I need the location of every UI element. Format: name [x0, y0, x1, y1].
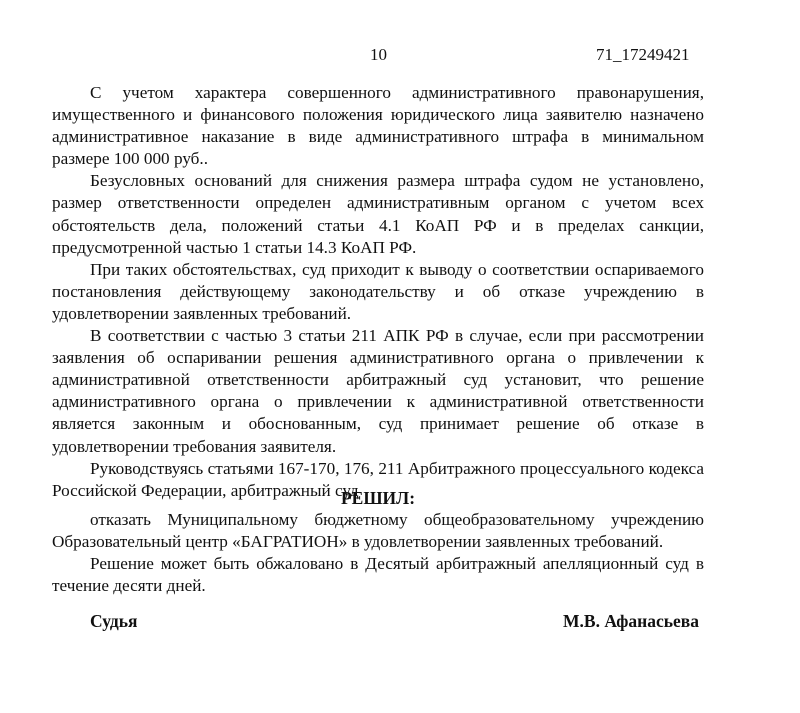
- paragraph-guided-by: Руководствуясь статьями 167-170, 176, 211 Арбитражного процессуального кодекса Российской Федерации, арбитражный суд: [52, 458, 704, 500]
- signature-name: М.В. Афанасьева: [563, 611, 699, 631]
- decision-body: [52, 509, 704, 597]
- paragraph-legal-basis: В соответствии с частью 3 статьи 211 АПК РФ в случае, если при рассмотрении заявления об оспаривании решения административного органа о привлечении к административной ответственности арбитражный суд установит, что решение административного органа о привлечении к административной ответственности является законным и обоснованным, суд принимает решение об отказе в удовлетворении требования заявителя.: [52, 326, 704, 456]
- document-body: [52, 82, 704, 502]
- paragraph-penalty: С учетом характера совершенного административного правонарушения, имущественного и финансового положения юридического лица заявителю назначено административное наказание в виде административного штрафа в минимальном размере 100 000 руб..: [52, 83, 704, 169]
- signature-role: Судья: [90, 611, 138, 631]
- document-id: 71_17249421: [596, 45, 690, 64]
- paragraph-no-reduction: Безусловных оснований для снижения размера штрафа судом не установлено, размер ответственности определен административным органом с учетом всех обстоятельств дела, положений статьи 4.1 КоАП РФ и в пределах санкции, предусмотренной частью 1 статьи 14.3 КоАП РФ.: [52, 171, 704, 257]
- paragraph-conclusion: При таких обстоятельствах, суд приходит к выводу о соответствии оспариваемого постановления действующему законодательству и об отказе учреждению в удовлетворении заявленных требований.: [52, 259, 704, 323]
- decision-paragraph-appeal: Решение может быть обжаловано в Десятый арбитражный апелляционный суд в течение десяти дней.: [52, 554, 704, 596]
- decision-paragraph-refuse: отказать Муниципальному бюджетному общеобразовательному учреждению Образовательный центр «БАГРАТИОН» в удовлетворении заявленных требований.: [52, 510, 704, 552]
- decision-title: РЕШИЛ:: [340, 488, 416, 508]
- page-number: 10: [370, 45, 387, 64]
